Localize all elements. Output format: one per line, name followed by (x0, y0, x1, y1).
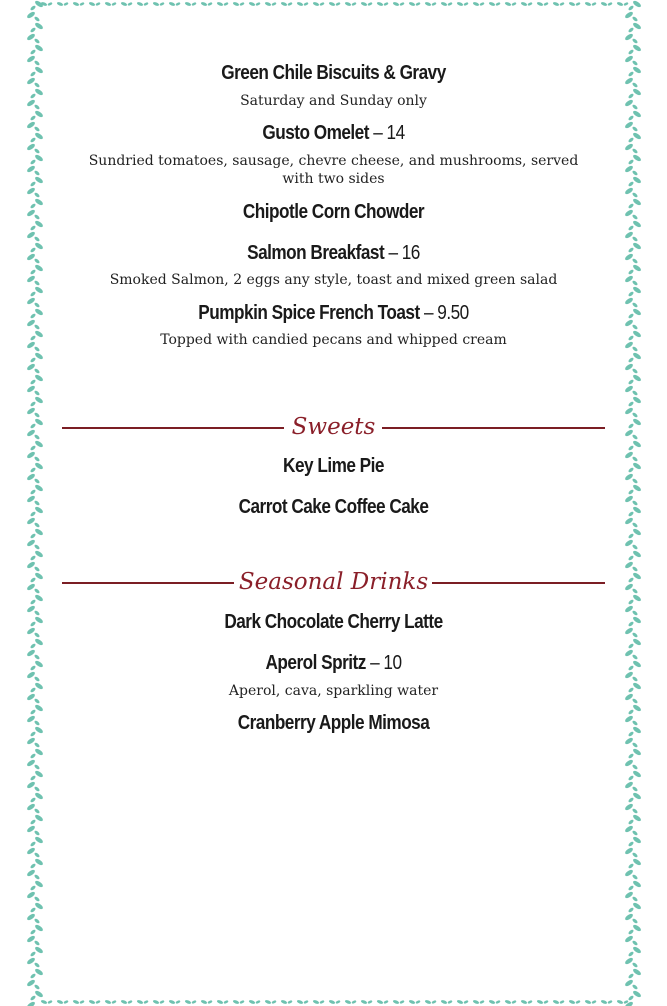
menu-item-name: Chipotle Corn Chowder (242, 201, 425, 223)
section-divider-right (382, 427, 605, 429)
menu-item-name: Key Lime Pie (283, 455, 384, 477)
menu-item-title (100, 611, 567, 634)
vine-border-bottom-decoration (40, 998, 630, 1006)
menu-item-name: Pumpkin Spice French Toast (198, 302, 420, 324)
menu-item-title (100, 122, 567, 145)
menu-item-description: Aperol, cava, sparkling water (228, 683, 439, 699)
menu-item-name: Aperol Spritz (265, 652, 366, 674)
menu-item-price: – 9.50 (423, 302, 469, 324)
section-heading: Sweets (291, 414, 376, 440)
menu-item-name: Dark Chocolate Cherry Latte (224, 611, 443, 633)
menu-item-title (100, 455, 567, 478)
vine-border-right-decoration (622, 0, 644, 1006)
menu-item-price: – 14 (373, 122, 405, 144)
menu-item-description: Sundried tomatoes, sausage, chevre cheese, and mushrooms, served with two sides (88, 153, 579, 187)
menu-item-title (100, 496, 567, 519)
menu-item-title (100, 302, 567, 325)
section-header-sweets (62, 412, 605, 442)
menu-item-description: Saturday and Sunday only (240, 93, 427, 109)
menu-item-price: – 16 (388, 242, 420, 264)
menu-item-title (100, 652, 567, 675)
menu-item-description: Smoked Salmon, 2 eggs any style, toast and mixed green salad (109, 272, 558, 288)
menu-item-title (100, 201, 567, 224)
menu-item-title (100, 62, 567, 85)
menu-item-name: Green Chile Biscuits & Gravy (221, 62, 446, 84)
menu-item-price: – 10 (370, 652, 402, 674)
menu-item-title (100, 242, 567, 265)
menu-item-name: Salmon Breakfast (247, 242, 385, 264)
section-heading: Seasonal Drinks (238, 569, 429, 595)
menu-item-title (100, 712, 567, 735)
section-divider-right (432, 582, 605, 584)
section-header-seasonal-drinks (62, 567, 605, 597)
vine-border-left-decoration (24, 0, 46, 1006)
menu-item-name: Cranberry Apple Mimosa (237, 712, 430, 734)
menu-item-description: Topped with candied pecans and whipped cream (160, 332, 507, 348)
menu-item-name: Carrot Cake Coffee Cake (238, 496, 429, 518)
vine-border-top-decoration (40, 0, 630, 8)
menu-item-name: Gusto Omelet (262, 122, 369, 144)
